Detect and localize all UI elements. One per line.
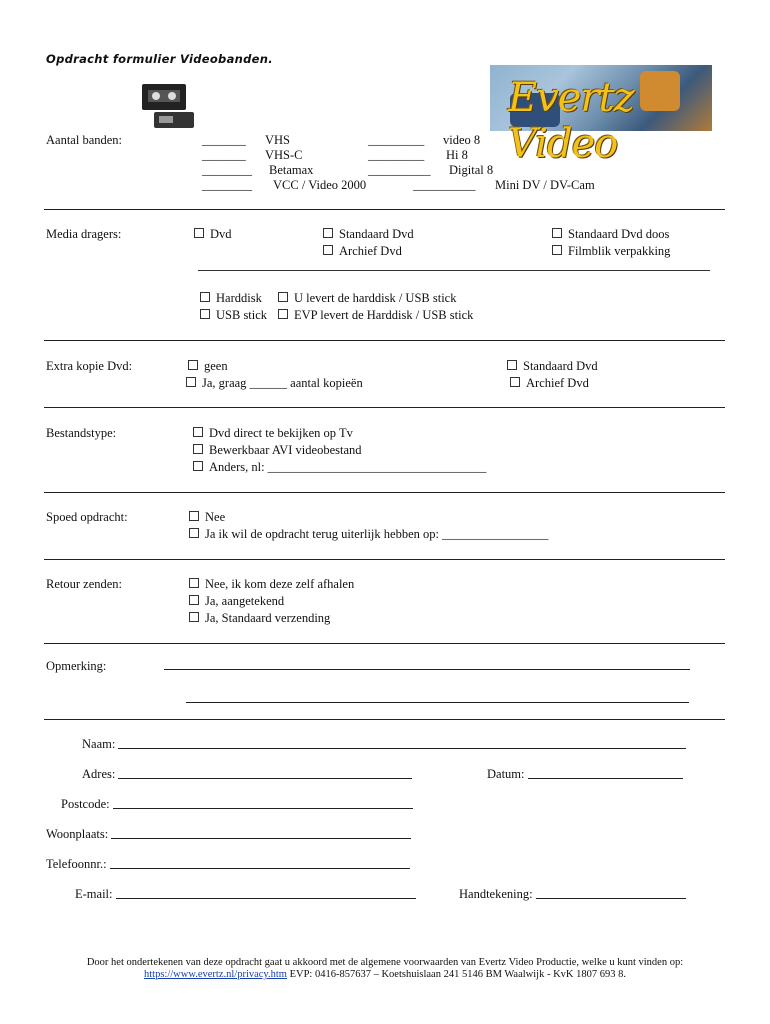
option-extra-standaard-dvd-label: Standaard Dvd [523,359,598,373]
option-dvd-label: Dvd [210,227,232,241]
option-retour-standaard-label: Ja, Standaard verzending [205,611,331,625]
blank-vhs[interactable]: _______ [202,133,246,147]
checkbox[interactable] [194,228,204,238]
adres-label: Adres: [82,767,116,781]
spoed-label: Spoed opdracht: [46,510,128,524]
option-u-levert[interactable] [278,291,456,306]
option-ja-graag-label: Ja, graag ______ aantal kopieën [202,376,363,390]
divider [44,209,725,210]
divider [44,559,725,560]
blank-video8[interactable]: _________ [368,133,425,147]
option-usb-stick-label: USB stick [216,308,268,322]
checkbox[interactable] [189,511,199,521]
checkbox[interactable] [200,292,210,302]
checkbox[interactable] [186,377,196,387]
option-retour-zelf-label: Nee, ik kom deze zelf afhalen [205,577,355,591]
logo-text: Evertz Video [508,75,634,167]
opmerking-label: Opmerking: [46,659,107,673]
option-retour-standaard[interactable] [189,611,330,626]
adres-field[interactable] [82,767,412,782]
option-extra-archief-dvd[interactable] [510,376,589,391]
privacy-link[interactable]: https://www.evertz.nl/privacy.htm [143,969,287,980]
handtekening-line[interactable] [536,888,686,899]
option-dvd[interactable] [194,227,232,242]
email-label: E-mail: [75,887,113,901]
label-video8: video 8 [443,133,481,147]
divider [44,407,725,408]
option-bestand-dvd-label: Dvd direct te bekijken op Tv [209,426,353,440]
handtekening-label: Handtekening: [459,887,533,901]
checkbox[interactable] [188,360,198,370]
option-filmblik[interactable] [552,244,670,259]
retour-label: Retour zenden: [46,577,123,591]
option-ja-graag[interactable] [186,376,363,391]
option-retour-zelf[interactable] [189,577,354,592]
checkbox[interactable] [507,360,517,370]
footer-line-1: Door het ondertekenen van deze opdracht gaat u akkoord met de algemene voorwaarden van Evertz Video Productie, welke u kunt vinden op: [86,957,684,968]
naam-label: Naam: [82,737,116,751]
checkbox[interactable] [510,377,520,387]
label-minidv: Mini DV / DV-Cam [495,178,595,192]
blank-digital8[interactable]: __________ [368,163,431,177]
blank-minidv[interactable]: __________ [413,178,476,192]
option-archief-dvd-label: Archief Dvd [339,244,402,258]
option-bestand-dvd[interactable] [193,426,353,441]
option-extra-standaard-dvd[interactable] [507,359,598,374]
option-filmblik-label: Filmblik verpakking [568,244,671,258]
blank-hi8[interactable]: _________ [368,148,425,162]
option-bestand-anders-label: Anders, nl: ___________________________________ [209,460,487,474]
label-vhs: VHS [265,133,291,147]
checkbox[interactable] [189,578,199,588]
extra-kopie-label: Extra kopie Dvd: [46,359,133,373]
media-separator [198,262,710,271]
datum-field[interactable] [487,767,683,782]
checkbox[interactable] [189,595,199,605]
divider [44,492,725,493]
naam-line[interactable] [118,738,686,749]
option-bestand-avi[interactable] [193,443,362,458]
checkbox[interactable] [189,612,199,622]
postcode-field[interactable] [61,797,413,812]
opmerking-line-1[interactable] [164,659,690,670]
checkbox[interactable] [200,309,210,319]
datum-line[interactable] [528,768,683,779]
telefoon-field[interactable] [46,857,410,872]
option-evp-levert-label: EVP levert de Harddisk / USB stick [294,308,474,322]
datum-label: Datum: [487,767,525,781]
woonplaats-label: Woonplaats: [46,827,109,841]
option-harddisk-label: Harddisk [216,291,262,305]
blank-vcc[interactable]: ________ [202,178,252,192]
checkbox[interactable] [278,292,288,302]
telefoon-label: Telefoonnr.: [46,857,107,871]
checkbox[interactable] [193,444,203,454]
option-bestand-anders[interactable] [193,460,486,475]
opmerking-line-2[interactable] [186,692,689,703]
option-u-levert-label: U levert de harddisk / USB stick [294,291,457,305]
checkbox[interactable] [278,309,288,319]
media-dragers-label: Media dragers: [46,227,122,241]
option-spoed-ja[interactable] [189,527,548,542]
option-bestand-avi-label: Bewerkbaar AVI videobestand [209,443,362,457]
checkbox[interactable] [193,427,203,437]
label-hi8: Hi 8 [446,148,468,162]
option-evp-levert[interactable] [278,308,473,323]
label-digital8: Digital 8 [449,163,494,177]
evertz-video-logo [490,65,712,167]
naam-field[interactable] [82,737,686,752]
footer-line-2 [0,969,770,980]
label-vcc: VCC / Video 2000 [273,178,367,192]
checkbox[interactable] [323,245,333,255]
bestandstype-label: Bestandstype: [46,426,117,440]
option-usb-stick[interactable] [200,308,267,323]
email-line[interactable] [116,888,416,899]
divider [44,340,725,341]
option-spoed-nee-label: Nee [205,510,226,524]
option-retour-aangetekend-label: Ja, aangetekend [205,594,285,608]
divider [44,643,725,644]
label-vhs-c: VHS-C [265,148,303,162]
checkbox[interactable] [552,245,562,255]
checkbox[interactable] [552,228,562,238]
option-archief-dvd[interactable] [323,244,402,259]
option-standaard-dvd[interactable] [323,227,414,242]
option-extra-archief-dvd-label: Archief Dvd [526,376,589,390]
woonplaats-line[interactable] [111,828,411,839]
footer-contact: EVP: 0416-857637 – Koetshuislaan 241 5146 BM Waalwijk - KvK 1807 693 8. [286,969,626,980]
option-standaard-dvd-doos-label: Standaard Dvd doos [568,227,670,241]
checkbox[interactable] [323,228,333,238]
label-betamax: Betamax [269,163,314,177]
option-harddisk[interactable] [200,291,262,306]
telefoon-line[interactable] [110,858,410,869]
page-title: Opdracht formulier Videobanden. [46,52,273,66]
option-geen-label: geen [204,359,228,373]
email-field[interactable] [75,887,416,902]
postcode-line[interactable] [113,798,413,809]
option-spoed-ja-label: Ja ik wil de opdracht terug uiterlijk hebben op: _________________ [205,527,549,541]
handtekening-field[interactable] [459,887,686,902]
option-geen[interactable] [188,359,228,374]
option-spoed-nee[interactable] [189,510,225,525]
adres-line[interactable] [118,768,412,779]
divider [44,719,725,720]
checkbox[interactable] [189,528,199,538]
blank-betamax[interactable]: ________ [202,163,252,177]
option-standaard-dvd-label: Standaard Dvd [339,227,414,241]
checkbox[interactable] [193,461,203,471]
blank-vhs-c[interactable]: _______ [202,148,246,162]
vhs-tape-icon [134,82,198,132]
postcode-label: Postcode: [61,797,110,811]
option-standaard-dvd-doos[interactable] [552,227,669,242]
aantal-banden-label: Aantal banden: [46,133,123,147]
woonplaats-field[interactable] [46,827,411,842]
option-retour-aangetekend[interactable] [189,594,284,609]
